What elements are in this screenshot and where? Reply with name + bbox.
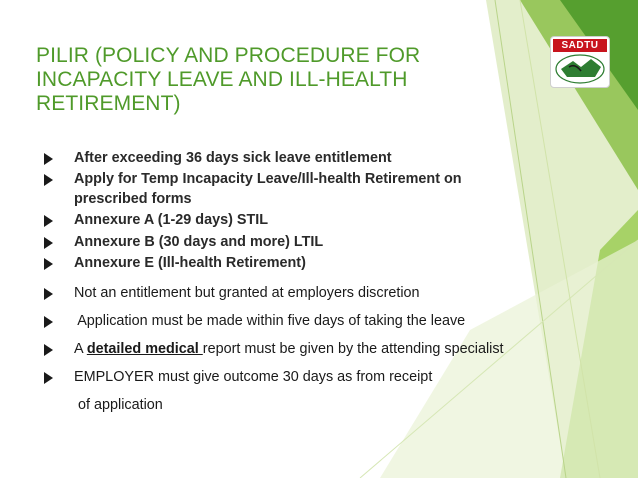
bullet-text: Not an entitlement but granted at employers discretion (74, 285, 420, 301)
deco-pale-band (380, 240, 638, 478)
slide-title (36, 44, 456, 116)
bullet-text: EMPLOYER must give outcome 30 days as from receipt (74, 369, 433, 385)
bullet-text: Apply for Temp Incapacity Leave/Ill-health Retirement on (74, 171, 462, 187)
title-line-2: INCAPACITY LEAVE AND ILL-HEALTH (36, 68, 408, 91)
medical-rest: report must be given by the attending specialist (202, 341, 504, 357)
bullet-text: Application must be made within five days of taking the leave (74, 313, 466, 329)
bullet-text: Annexure A (1-29 days) STIL (74, 212, 269, 228)
bullet-text: of application (74, 397, 163, 413)
bullet-text: Annexure B (30 days and more) LTIL (74, 234, 324, 250)
arrow-bullet-icon (44, 258, 53, 270)
bullet-text: After exceeding 36 days sick leave entitlement (74, 150, 392, 166)
arrow-bullet-icon (44, 288, 53, 300)
bullet-text: prescribed forms (74, 191, 192, 207)
title-line-1: PILIR (POLICY AND PROCEDURE FOR (36, 44, 421, 67)
bullet-text-medical (74, 341, 504, 357)
arrow-bullet-icon (44, 174, 53, 186)
arrow-bullet-icon (44, 344, 53, 356)
title-line-3: RETIREMENT) (36, 92, 181, 115)
logo-text: SADTU (553, 39, 607, 52)
sadtu-logo (550, 36, 610, 88)
arrow-bullet-icon (44, 372, 53, 384)
arrow-bullet-icon (44, 237, 53, 249)
bullet-text: Annexure E (Ill-health Retirement) (74, 255, 306, 271)
arrow-bullet-icon (44, 153, 53, 165)
logo-emblem (551, 37, 609, 87)
medical-prefix: A (74, 341, 87, 357)
medical-underlined: detailed medical (86, 341, 203, 357)
arrow-bullet-icon (44, 215, 53, 227)
arrow-bullet-icon (44, 316, 53, 328)
